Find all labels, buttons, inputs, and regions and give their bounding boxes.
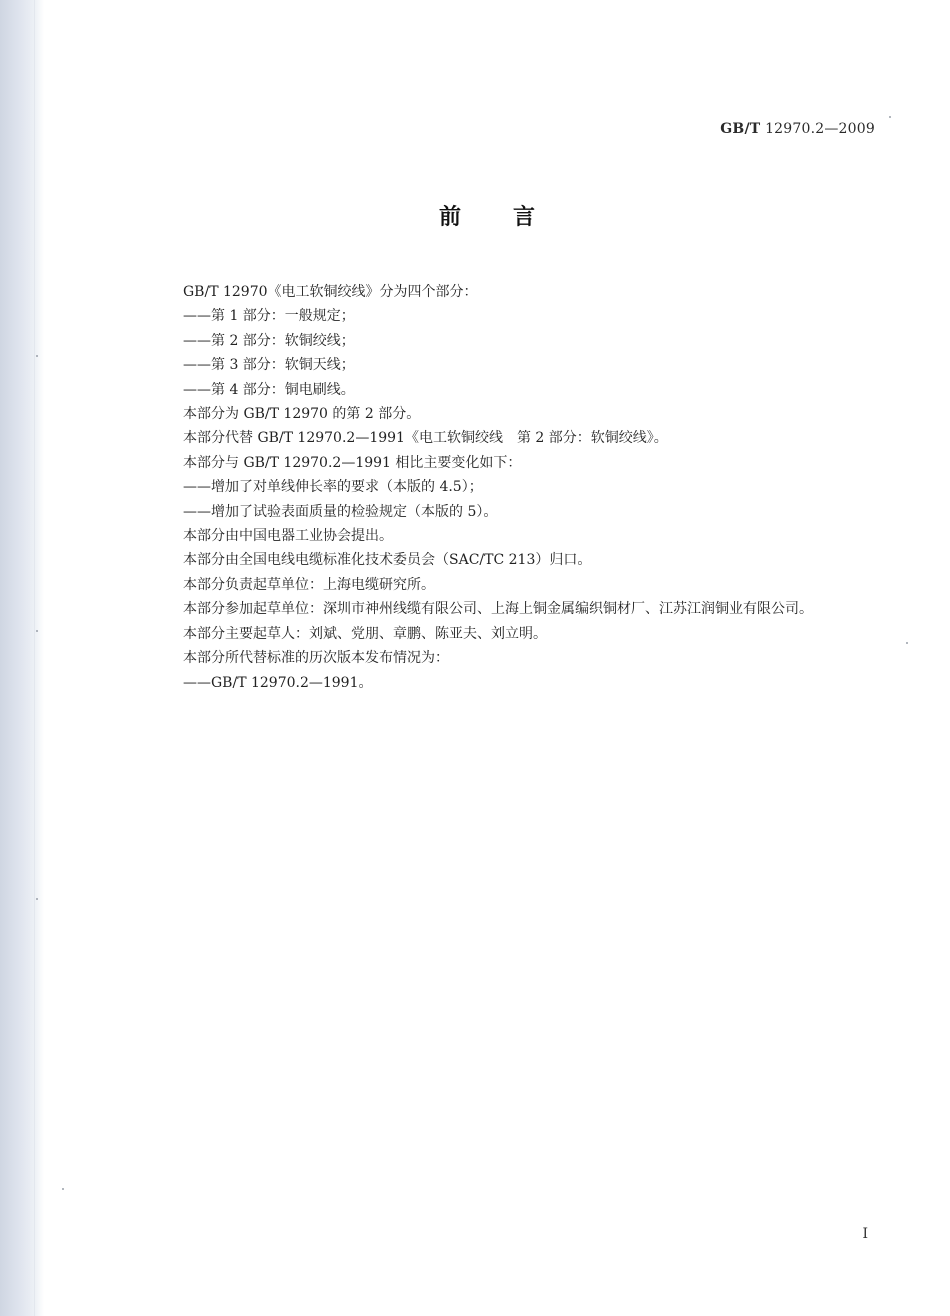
paragraph: 本部分所代替标准的历次版本发布情况为： (183, 650, 449, 667)
list-item: ——GB/T 12970.2—1991。 (183, 674, 373, 691)
paragraph: 本部分由中国电器工业协会提出。 (183, 528, 393, 545)
paragraph: 本部分参加起草单位：深圳市神州线缆有限公司、上海上铜金属编织铜材厂、江苏江润铜业有限公司。 (183, 601, 813, 618)
paragraph: 本部分主要起草人：刘斌、党朋、章鹏、陈亚夫、刘立明。 (183, 625, 547, 642)
standard-code-header (720, 121, 875, 137)
scan-speck (889, 116, 891, 118)
paragraph: 本部分由全国电线电缆标准化技术委员会（SAC/TC 213）归口。 (183, 552, 592, 569)
list-item: ——第 3 部分：软铜天线； (183, 357, 355, 374)
scan-speck (36, 898, 38, 900)
foreword-body (152, 280, 880, 695)
scan-edge (0, 0, 44, 1316)
paragraph: 本部分负责起草单位：上海电缆研究所。 (183, 576, 435, 593)
scan-speck (906, 642, 908, 644)
list-item: ——第 4 部分：铜电刷线。 (183, 381, 355, 398)
list-item: ——增加了试验表面质量的检验规定（本版的 5）。 (183, 503, 498, 520)
standard-code-number: 12970.2—2009 (765, 121, 875, 137)
list-item: ——增加了对单线伸长率的要求（本版的 4.5）； (183, 479, 483, 496)
paragraph: 本部分为 GB/T 12970 的第 2 部分。 (183, 406, 421, 423)
scan-edge-line (34, 0, 35, 1316)
scan-speck (62, 1188, 64, 1190)
paragraph: 本部分代替 GB/T 12970.2—1991《电工软铜绞线 第 2 部分：软铜绞线》。 (183, 430, 668, 447)
list-item: ——第 2 部分：软铜绞线； (183, 332, 355, 349)
list-item: ——第 1 部分：一般规定； (183, 308, 355, 325)
page-number: I (862, 1226, 868, 1242)
scan-speck (36, 355, 38, 357)
paragraph: GB/T 12970《电工软铜绞线》分为四个部分： (183, 284, 478, 300)
page-title: 前言 (438, 204, 587, 230)
standard-code-prefix: GB/T (720, 121, 761, 137)
scan-speck (36, 630, 38, 632)
paragraph: 本部分与 GB/T 12970.2—1991 相比主要变化如下： (183, 454, 522, 471)
